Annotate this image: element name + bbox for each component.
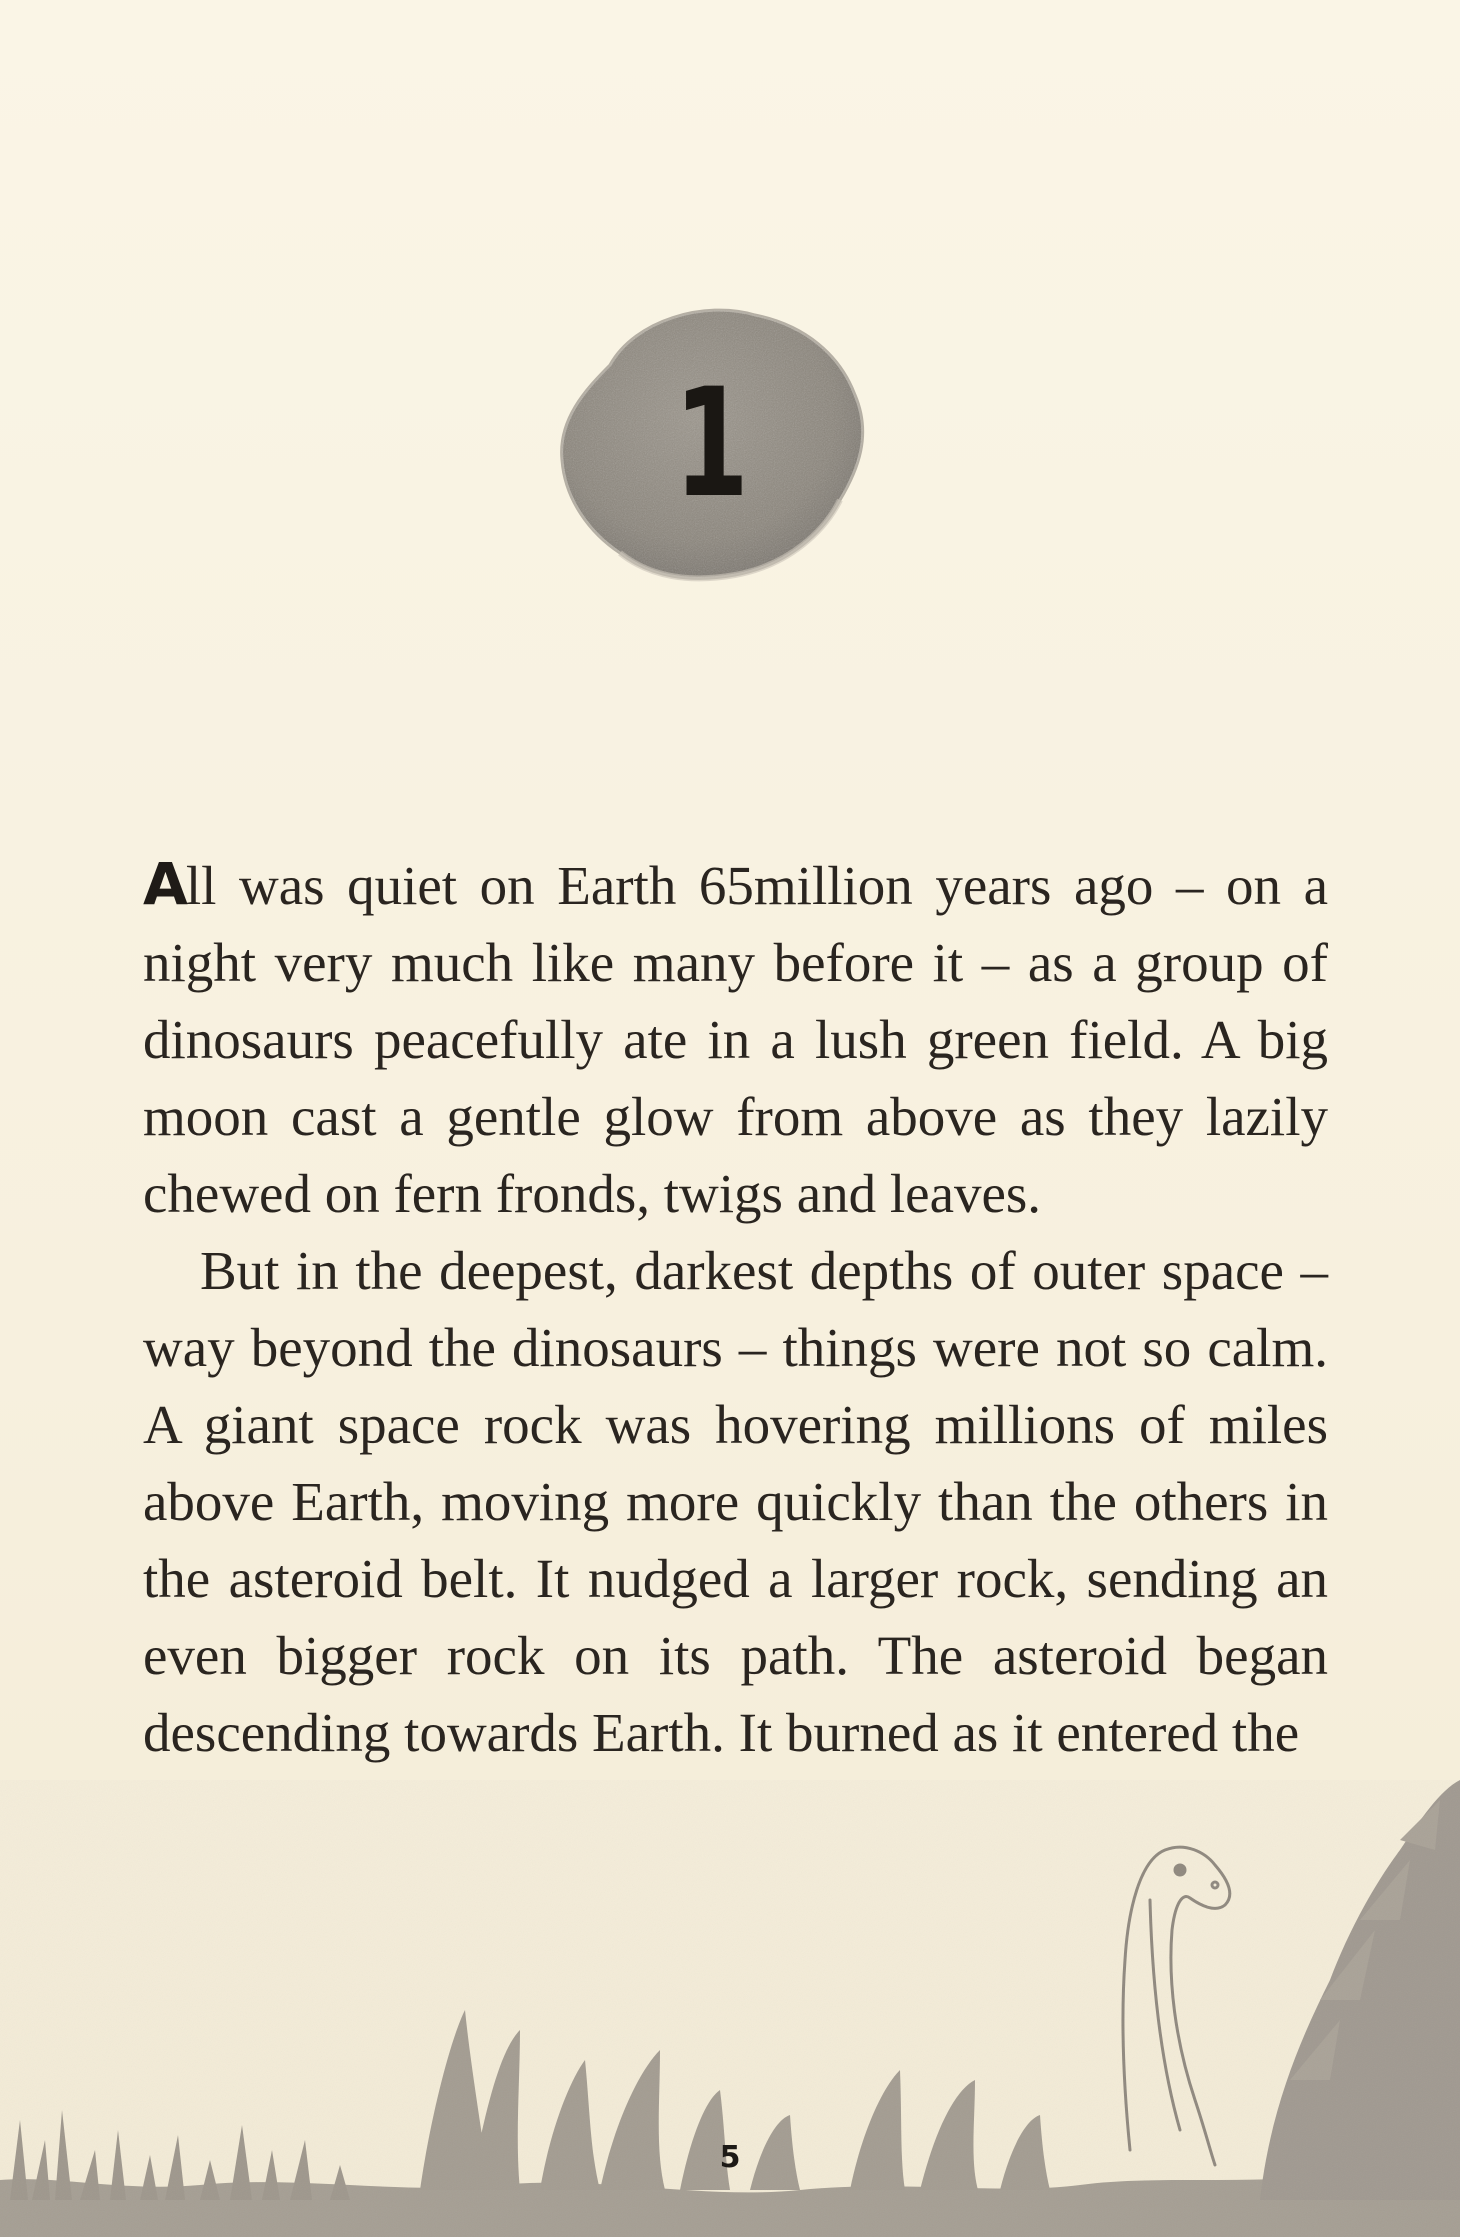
drop-cap: A	[143, 850, 186, 918]
chapter-badge	[540, 295, 880, 585]
paragraph-1-text: ll was quiet on Earth 65million years ago – on a night very much like many before it – as a group of dinosaurs peacefully ate in a lush green field. A big moon cast a gentle glow from above as they lazily chewed on fern fronds, twigs and leaves.	[143, 855, 1328, 1224]
chapter-number: 1	[673, 357, 747, 531]
story-text	[143, 846, 1328, 1771]
paragraph-1	[143, 846, 1328, 1232]
paragraph-2: But in the deepest, darkest depths of outer space – way beyond the dinosaurs – things were not so calm. A giant space rock was hovering millions of miles above Earth, moving more quickly than the others in the asteroid belt. It nudged a larger rock, sending an even bigger rock on its path. The asteroid began descending towards Earth. It burned as it entered the	[143, 1240, 1328, 1763]
page-number: 5	[719, 2140, 741, 2175]
